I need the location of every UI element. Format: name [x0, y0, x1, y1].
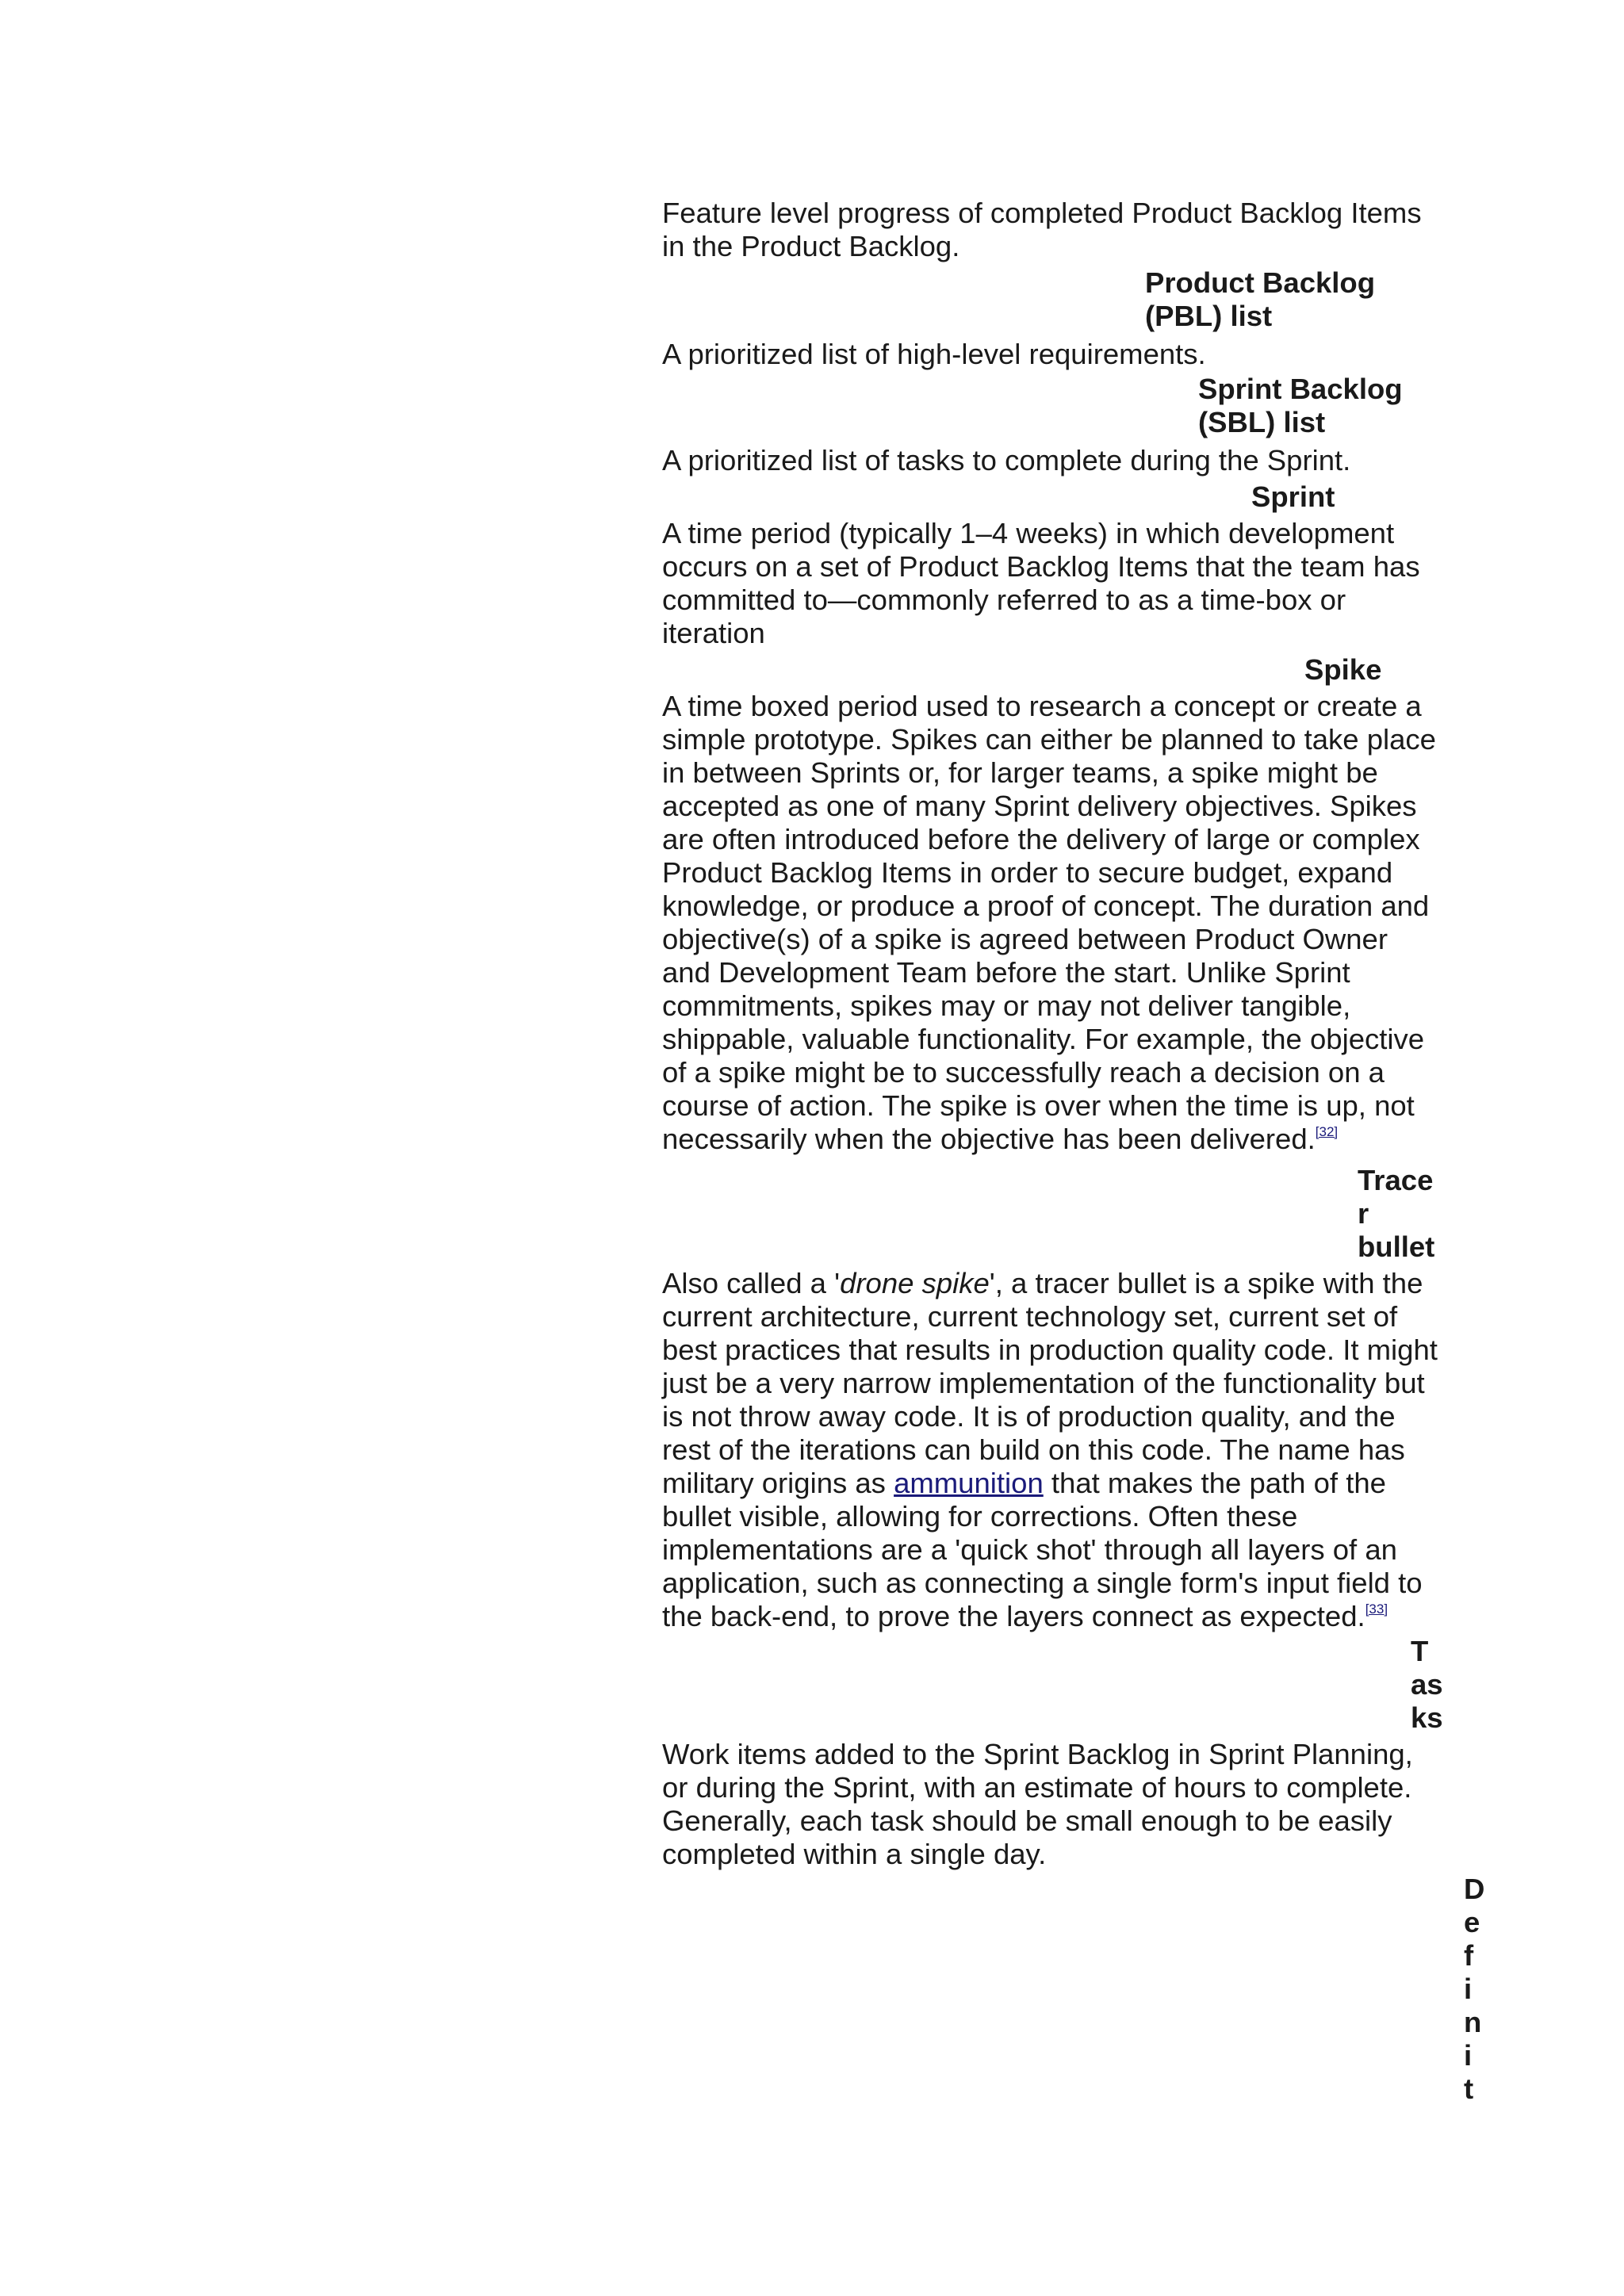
text-line-with-link — [662, 1467, 1447, 1500]
text-line: occurs on a set of Product Backlog Items that the team has — [662, 550, 1420, 583]
text-line: shippable, valuable functionality. For example, the objective — [662, 1023, 1425, 1055]
term-letter: f — [1464, 1939, 1474, 1972]
text-segment: ', a tracer bullet is a spike with the — [989, 1267, 1423, 1299]
term-definition-truncated — [1464, 1873, 1484, 2106]
text-line: rest of the iterations can build on this code. The name has — [662, 1433, 1405, 1466]
citation-33 — [1365, 1601, 1388, 1617]
sbl-definition — [662, 444, 1447, 477]
term-letter: e — [1464, 1906, 1480, 1938]
text-line: in between Sprints or, for larger teams, a spike might be — [662, 756, 1378, 789]
text-line-with-citation — [662, 1123, 1447, 1156]
term-letter: i — [1464, 1973, 1473, 2005]
text-line: in the Product Backlog. — [662, 230, 960, 262]
text-line: application, such as connecting a single form's input field to — [662, 1567, 1423, 1599]
text-line: A prioritized list of tasks to complete during the Sprint. — [662, 444, 1351, 476]
text-segment: Also called a ' — [662, 1267, 841, 1299]
text-line: of a spike might be to successfully reach a decision on a — [662, 1056, 1385, 1089]
text-line: or during the Sprint, with an estimate of hours to complete. — [662, 1771, 1412, 1804]
text-segment: the back-end, to prove the layers connect as expected. — [662, 1600, 1365, 1632]
term-sprint-backlog — [1198, 373, 1403, 439]
text-line: course of action. The spike is over when the time is up, not — [662, 1089, 1415, 1122]
text-line: committed to—commonly referred to as a time-box or — [662, 584, 1346, 616]
term-line: T — [1411, 1635, 1429, 1667]
text-line — [662, 1267, 1447, 1300]
text-line: objective(s) of a spike is agreed between Product Owner — [662, 923, 1388, 955]
term-product-backlog — [1145, 266, 1375, 333]
term-line: (PBL) list — [1145, 300, 1273, 332]
text-line: implementations are a 'quick shot' through all layers of an — [662, 1533, 1397, 1566]
tracer-bullet-definition — [662, 1267, 1447, 1633]
intro-paragraph — [662, 197, 1447, 263]
term-spike — [1304, 653, 1381, 687]
text-line: current architecture, current technology set, current set of — [662, 1300, 1398, 1333]
text-segment: that makes the path of the — [1043, 1467, 1386, 1499]
text-line: Generally, each task should be small enough to be easily — [662, 1804, 1392, 1837]
term-line: Sprint Backlog — [1198, 373, 1403, 405]
text-line: iteration — [662, 617, 765, 649]
sprint-definition — [662, 517, 1447, 650]
term-line: r — [1358, 1197, 1369, 1230]
text-line: knowledge, or produce a proof of concept. The duration and — [662, 890, 1430, 922]
text-line: is not throw away code. It is of production quality, and the — [662, 1400, 1396, 1433]
term-tasks — [1411, 1635, 1443, 1735]
text-line-with-citation — [662, 1600, 1447, 1633]
text-line: A time period (typically 1–4 weeks) in which development — [662, 517, 1395, 549]
tasks-definition — [662, 1738, 1447, 1871]
citation-link[interactable]: [33] — [1365, 1601, 1388, 1617]
term-tracer-bullet — [1358, 1164, 1434, 1264]
term-letter: D — [1464, 1873, 1485, 1905]
term-line: ks — [1411, 1701, 1443, 1734]
text-line: just be a very narrow implementation of the functionality but — [662, 1367, 1425, 1399]
text-line: completed within a single day. — [662, 1838, 1047, 1870]
citation-32 — [1316, 1124, 1338, 1139]
term-line: as — [1411, 1668, 1443, 1701]
citation-link[interactable]: [32] — [1315, 1124, 1339, 1139]
term-line: Product Backlog — [1145, 266, 1376, 299]
text-line: are often introduced before the delivery of large or complex — [662, 823, 1420, 855]
spike-definition — [662, 690, 1447, 1156]
text-line: A time boxed period used to research a concept or create a — [662, 690, 1422, 722]
text-line: bullet visible, allowing for corrections. Often these — [662, 1500, 1298, 1533]
text-segment: military origins as — [662, 1467, 894, 1499]
term-line: Trace — [1358, 1164, 1434, 1196]
text-line: Work items added to the Sprint Backlog in Sprint Planning, — [662, 1738, 1413, 1770]
text-line: Product Backlog Items in order to secure budget, expand — [662, 856, 1393, 889]
text-line: accepted as one of many Sprint delivery objectives. Spikes — [662, 790, 1417, 822]
term-letter: i — [1464, 2039, 1473, 2072]
text-line: A prioritized list of high-level requirements. — [662, 338, 1206, 370]
text-line: simple prototype. Spikes can either be planned to take place — [662, 723, 1436, 756]
term-letter: n — [1464, 2006, 1482, 2038]
text-line: best practices that results in production quality code. It might — [662, 1334, 1438, 1366]
ammunition-link[interactable]: ammunition — [894, 1467, 1044, 1499]
text-segment: necessarily when the objective has been delivered. — [662, 1123, 1316, 1155]
term-sprint — [1251, 480, 1335, 514]
term-letter: t — [1464, 2072, 1474, 2105]
term-line: (SBL) list — [1198, 406, 1326, 438]
term-line: Sprint — [1251, 480, 1335, 513]
term-line: Spike — [1304, 653, 1382, 686]
text-line: and Development Team before the start. Unlike Sprint — [662, 956, 1350, 989]
pbl-definition — [662, 338, 1447, 371]
term-line: bullet — [1358, 1230, 1435, 1263]
italic-term: drone spike — [840, 1267, 990, 1299]
text-line: commitments, spikes may or may not deliver tangible, — [662, 989, 1351, 1022]
text-line: Feature level progress of completed Product Backlog Items — [662, 197, 1422, 229]
